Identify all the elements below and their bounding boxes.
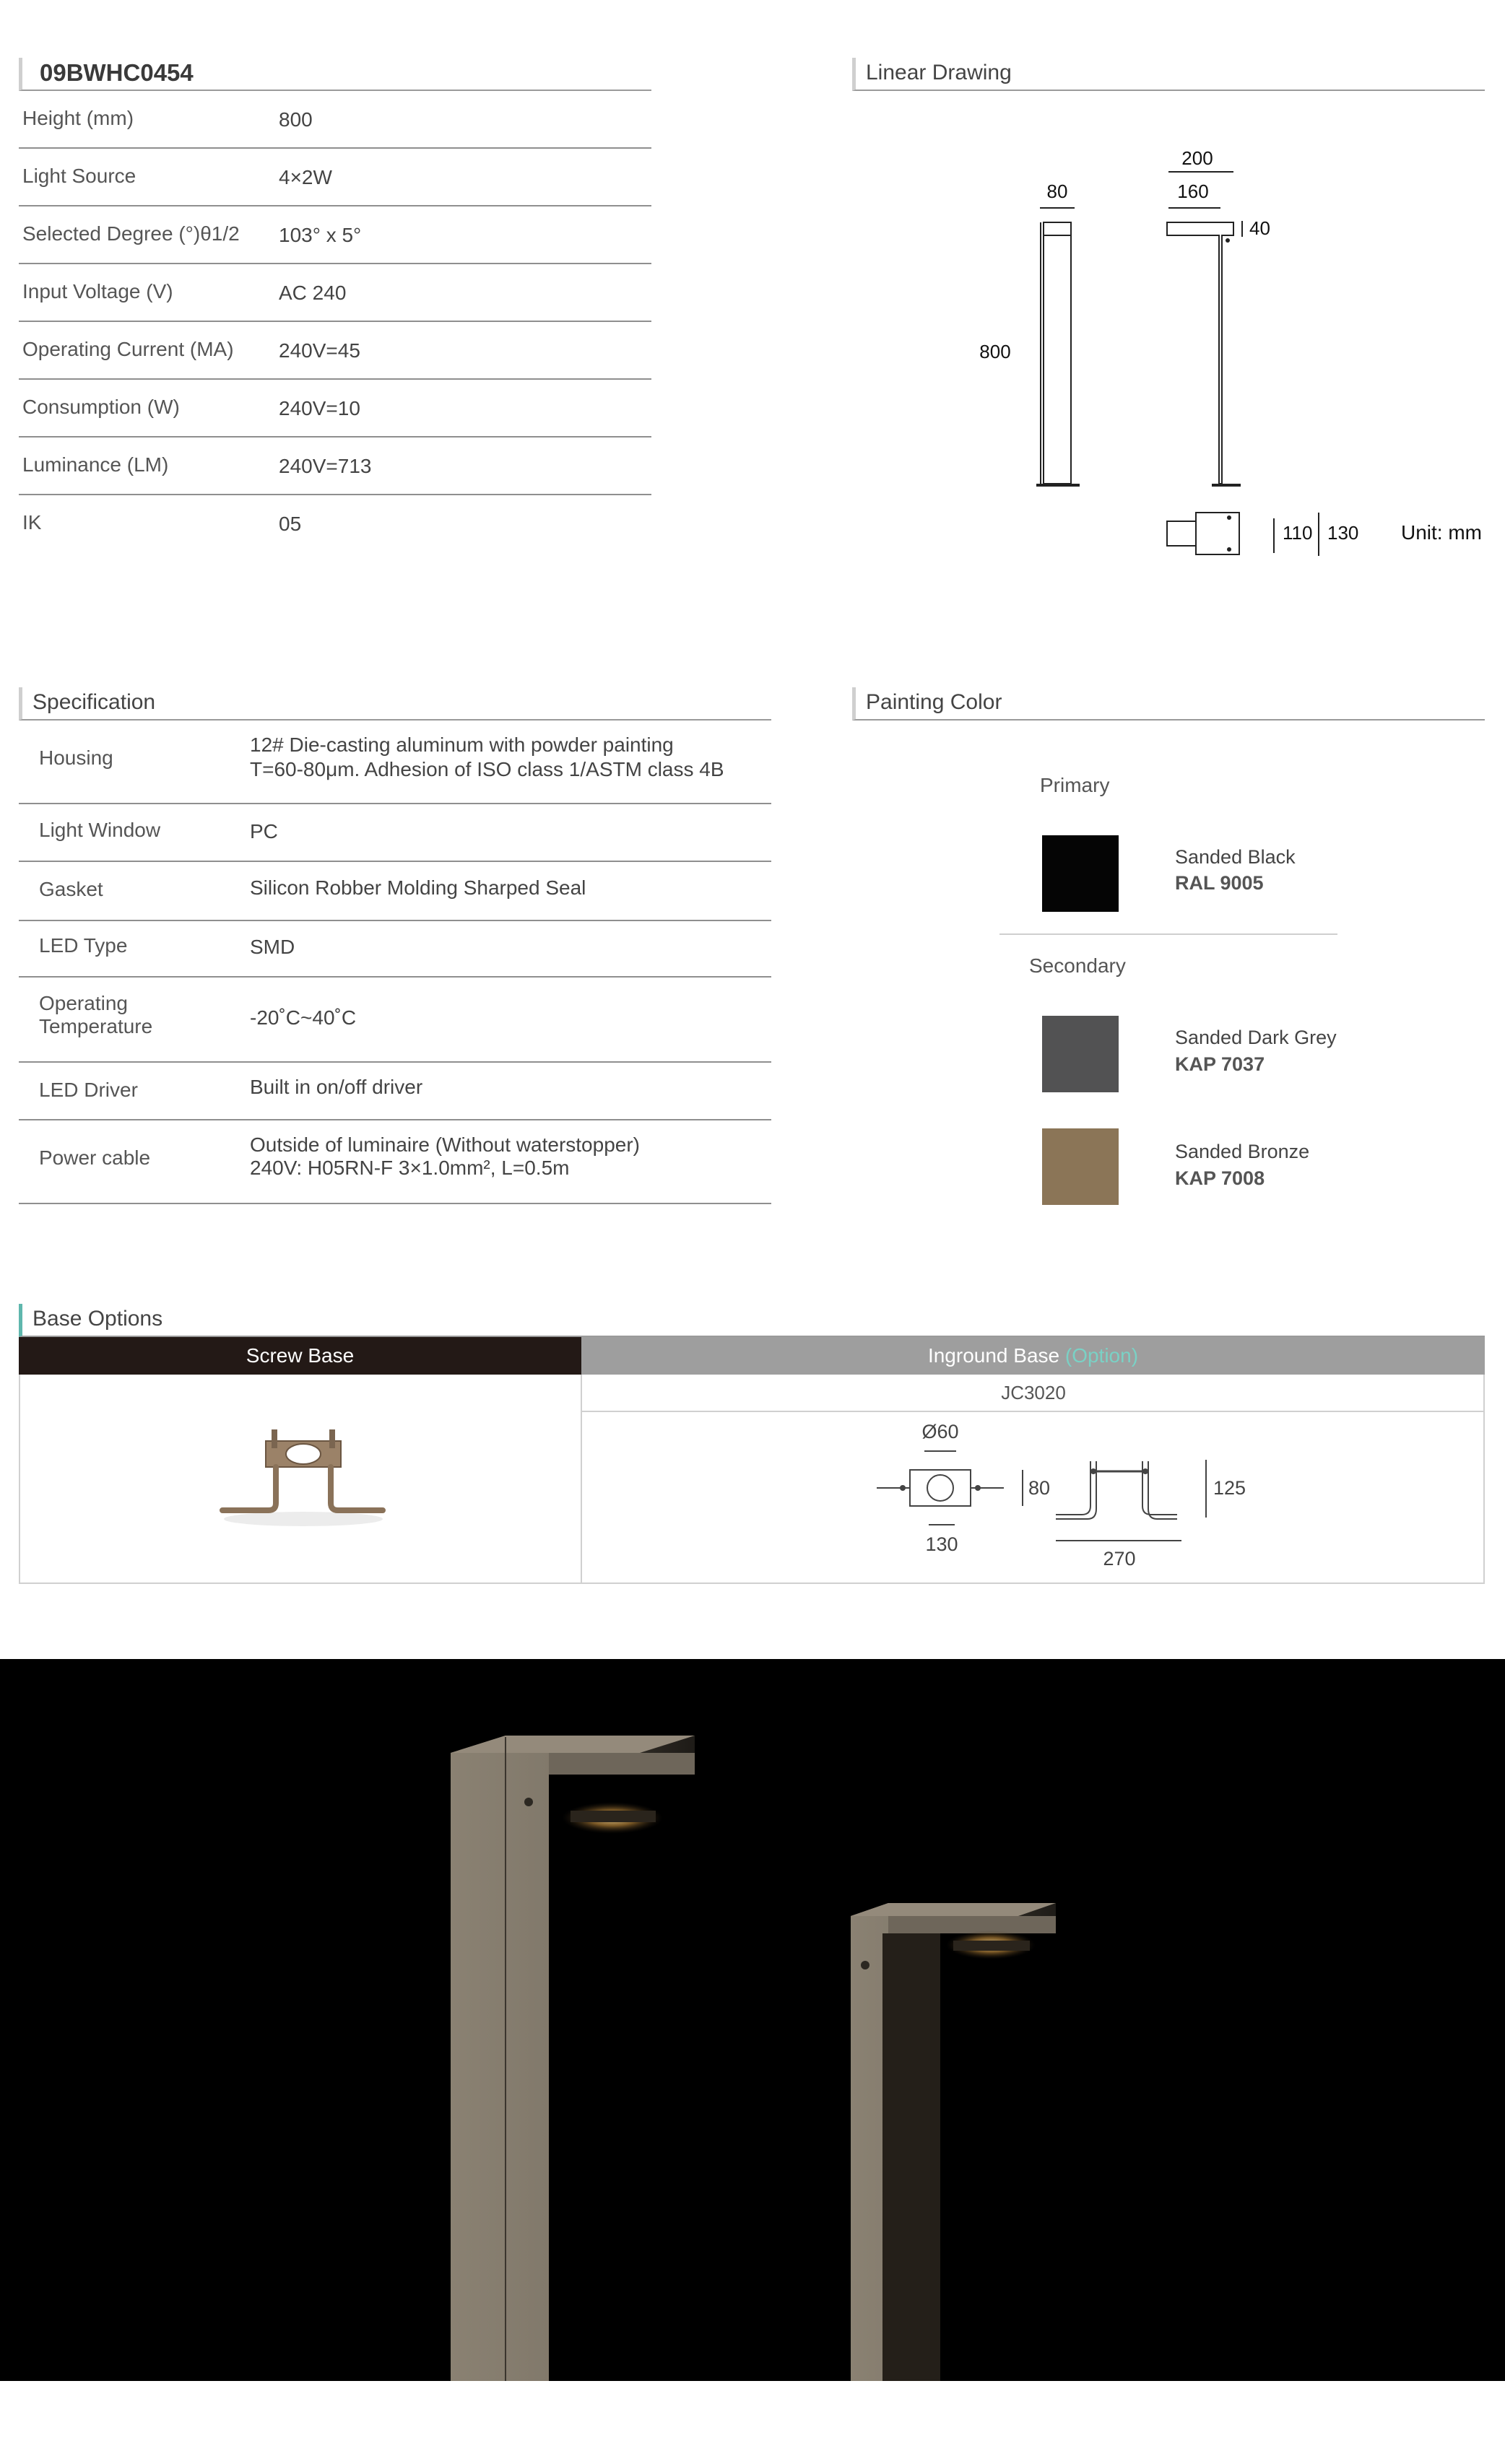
spec-label: Power cable	[39, 1146, 151, 1169]
painting-color-title: Painting Color	[866, 690, 1002, 714]
swatch-sanded-bronze	[1042, 1128, 1119, 1205]
param-row-luminance	[19, 437, 651, 495]
param-label: Input Voltage (V)	[22, 280, 173, 302]
tab-screw-base[interactable]	[19, 1337, 581, 1375]
dim-130: 130	[1327, 522, 1359, 544]
param-row-current	[19, 322, 651, 380]
product-photo	[0, 1659, 1505, 2381]
inground-option-label: (Option)	[1064, 1344, 1139, 1367]
dim-125: 125	[1213, 1477, 1246, 1499]
screw-base-image	[209, 1422, 397, 1538]
param-row-ik	[19, 495, 651, 553]
spec-row-gasket	[19, 862, 771, 921]
color-code: KAP 7037	[1175, 1053, 1265, 1075]
unit-label: Unit: mm	[1401, 521, 1482, 544]
spec-row-operating-temperature	[19, 978, 771, 1063]
spec-value-line: 240V: H05RN-F 3×1.0mm², L=0.5m	[250, 1157, 570, 1179]
spec-value-line: T=60-80μm. Adhesion of ISO class 1/ASTM class 4B	[250, 758, 724, 780]
spec-value-line: PC	[250, 820, 278, 843]
specification-header	[19, 687, 771, 721]
secondary-label: Secondary	[1029, 954, 1126, 977]
param-row-light-source	[19, 149, 651, 206]
dim-80-base: 80	[1028, 1477, 1051, 1499]
dim-270: 270	[1103, 1548, 1136, 1570]
linear-drawing	[939, 137, 1502, 570]
spec-value-line: Built in on/off driver	[250, 1076, 423, 1098]
spec-value-line: -20˚C~40˚C	[250, 1006, 357, 1029]
param-label: Selected Degree (°)θ1/2	[22, 222, 240, 245]
param-row-degree	[19, 206, 651, 264]
spec-value-line: 12# Die-casting aluminum with powder painting	[250, 733, 674, 756]
dim-160: 160	[1177, 180, 1209, 202]
painting-color-header	[852, 687, 1485, 721]
dim-800: 800	[979, 341, 1011, 362]
dim-200: 200	[1181, 147, 1213, 169]
product-code: 09BWHC0454	[40, 59, 194, 86]
swatch-sanded-dark-grey	[1042, 1016, 1119, 1092]
linear-drawing-header	[852, 58, 1485, 91]
linear-drawing-title: Linear Drawing	[866, 61, 1012, 84]
product-header	[19, 58, 651, 91]
spec-label: LED Driver	[39, 1079, 138, 1101]
side-view-pole	[1167, 222, 1233, 484]
inground-code: JC3020	[1001, 1382, 1066, 1403]
param-label: Luminance (LM)	[22, 453, 169, 476]
param-value: 240V=45	[279, 339, 360, 362]
dim-d60: Ø60	[921, 1421, 959, 1442]
swatch-sanded-black	[1042, 835, 1119, 912]
param-value: AC 240	[279, 282, 347, 304]
param-value: 800	[279, 108, 313, 131]
spec-value-line: Silicon Robber Molding Sharped Seal	[250, 876, 586, 899]
param-value: 05	[279, 513, 302, 535]
specification-title: Specification	[32, 690, 156, 714]
spec-label: Operating	[39, 992, 128, 1014]
param-row-consumption	[19, 380, 651, 437]
color-name: Sanded Black	[1175, 846, 1296, 868]
spec-label: Gasket	[39, 878, 103, 900]
spec-row-power-cable	[19, 1120, 771, 1204]
param-value: 240V=713	[279, 455, 372, 477]
spec-label: Housing	[39, 746, 113, 769]
base-options-header	[19, 1304, 1485, 1337]
param-label: Light Source	[22, 165, 136, 187]
param-label: Operating Current (MA)	[22, 338, 234, 360]
spec-value-line: SMD	[250, 936, 295, 958]
front-view-pole	[1044, 222, 1071, 484]
param-row-height	[19, 91, 651, 149]
spec-value-line: Outside of luminaire (Without waterstopper)	[250, 1133, 640, 1156]
color-code: RAL 9005	[1175, 872, 1264, 894]
spec-row-led-type	[19, 921, 771, 978]
base-options-title: Base Options	[32, 1307, 163, 1331]
spec-row-led-driver	[19, 1063, 771, 1120]
spec-row-housing	[19, 721, 771, 804]
inground-code-row	[582, 1375, 1485, 1412]
primary-label: Primary	[1040, 774, 1110, 796]
dim-40: 40	[1249, 217, 1270, 239]
tab-inground-base[interactable]	[581, 1337, 1485, 1375]
spec-label: Light Window	[39, 819, 161, 841]
param-label: Consumption (W)	[22, 396, 180, 418]
param-value: 103° x 5°	[279, 224, 362, 246]
param-value: 4×2W	[279, 166, 332, 188]
screw-base-label: Screw Base	[246, 1344, 355, 1367]
inground-base-label: Inground Base	[927, 1344, 1060, 1367]
inground-base-drawing	[859, 1416, 1293, 1578]
dim-80: 80	[1046, 180, 1068, 202]
param-label: Height (mm)	[22, 107, 134, 129]
color-name: Sanded Dark Grey	[1175, 1027, 1337, 1048]
dim-130-base: 130	[925, 1533, 958, 1555]
param-label: IK	[22, 511, 42, 534]
color-code: KAP 7008	[1175, 1167, 1265, 1189]
param-value: 240V=10	[279, 397, 360, 419]
spec-row-light-window	[19, 804, 771, 862]
spec-label: LED Type	[39, 934, 128, 957]
color-divider	[999, 933, 1337, 935]
spec-label: Temperature	[39, 1015, 153, 1037]
dim-110: 110	[1283, 522, 1313, 544]
param-row-voltage	[19, 264, 651, 322]
color-name: Sanded Bronze	[1175, 1141, 1310, 1162]
